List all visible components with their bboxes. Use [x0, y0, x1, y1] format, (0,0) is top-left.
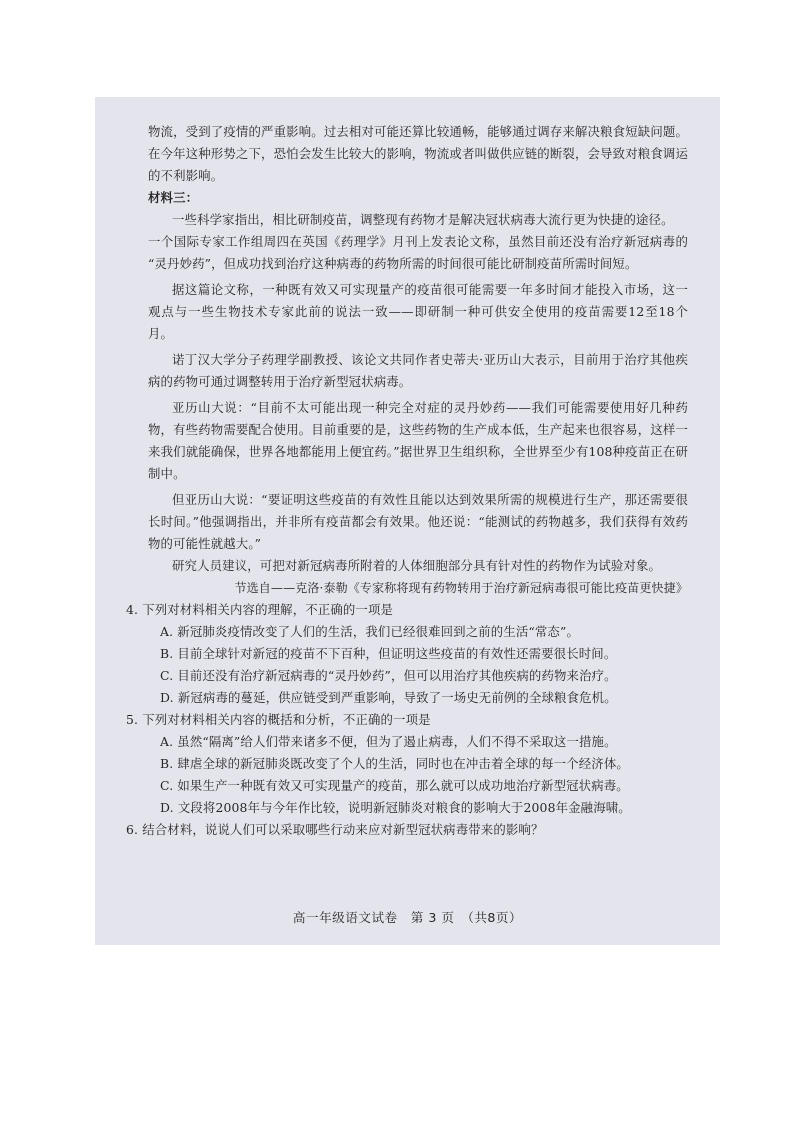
paragraph-3 — [148, 279, 688, 345]
text-line: 病的药物可通过调整转用于治疗新型冠状病毒。 — [148, 374, 412, 389]
question-stem: 4. 下列对材料相关内容的理解，不正确的一项是 — [126, 602, 394, 617]
paragraph-7 — [148, 555, 688, 577]
option-d: D. 文段将2008年与今年作比较，说明新冠肺炎对粮食的影响大于2008年金融海啸。 — [160, 800, 631, 815]
question-stem: 5. 下列对材料相关内容的概括和分析，不正确的一项是 — [126, 712, 431, 727]
paragraph-2 — [148, 209, 688, 275]
text-line: 制中。 — [148, 466, 186, 481]
text-line: 物的可能性就越大。” — [148, 536, 262, 551]
paragraph-4 — [148, 349, 688, 393]
paragraph-6 — [148, 489, 688, 555]
option-a: A. 新冠肺炎疫情改变了人们的生活，我们已经很难回到之前的生活“常态”。 — [160, 624, 580, 639]
option-a: A. 虽然“隔离”给人们带来诸多不便，但为了遏止病毒，人们不得不采取这一措施。 — [160, 734, 617, 749]
question-6 — [126, 819, 688, 841]
text-line: 诺丁汉大学分子药理学副教授、该论文共同作者史蒂夫·亚历山大表示，目前用于治疗其他疾 — [172, 352, 688, 367]
option-b: B. 肆虐全球的新冠肺炎既改变了个人的生活，同时也在冲击着全球的每一个经济体。 — [160, 756, 629, 771]
question-5 — [126, 709, 688, 819]
text-line: “灵丹妙药”，但成功找到治疗这种病毒的药物所需的时间很可能比研制疫苗所需时间短。 — [148, 256, 638, 271]
text-line: 据这篇论文称，一种既有效又可实现量产的疫苗很可能需要一年多时间才能投入市场，这一 — [172, 282, 688, 297]
text-line: 来我们就能确保，世界各地都能用上便宜药。”据世界卫生组织称，全世界至少有108种疫苗正在研 — [148, 444, 688, 459]
text-line: 亚历山大说：“目前不太可能出现一种完全对症的灵丹妙药——我们可能需要使用好几种药 — [172, 400, 688, 415]
source-citation: 节选自——克洛·泰勒《专家称将现有药物转用于治疗新冠病毒很可能比疫苗更快捷》 — [234, 581, 688, 595]
question-4 — [126, 599, 688, 709]
text-line: 一些科学家指出，相比研制疫苗，调整现有药物才是解决冠状病毒大流行更为快捷的途径。 — [172, 212, 674, 227]
text-line: 一个国际专家工作组周四在英国《药理学》月刊上发表论文称，虽然目前还没有治疗新冠病毒的 — [148, 234, 688, 249]
text-line: 但亚历山大说：“要证明这些疫苗的有效性且能以达到效果所需的规模进行生产，那还需要很 — [172, 492, 688, 507]
text-line: 在今年这种形势之下，恐怕会发生比较大的影响，物流或者叫做供应链的断裂，会导致对粮食调运 — [148, 146, 688, 161]
text-line: 月。 — [148, 326, 174, 341]
section-heading-material-3: 材料三： — [148, 190, 199, 205]
text-line: 物，有些药物需要配合使用。目前重要的是，这些药物的生产成本低，生产起来也很容易，这样一 — [148, 422, 688, 437]
option-c: C. 如果生产一种既有效又可实现量产的疫苗，那么就可以成功地治疗新型冠状病毒。 — [160, 778, 629, 793]
page-footer: 高一年级语文试卷 第 3 页 （共8页） — [292, 910, 523, 925]
option-c: C. 目前还没有治疗新冠病毒的“灵丹妙药”，但可以用治疗其他疾病的药物来治疗。 — [160, 668, 617, 683]
text-line: 观点与一些生物技术专家此前的说法一致——即研制一种可供安全使用的疫苗需要12至18个 — [148, 304, 688, 319]
option-b: B. 目前全球针对新冠的疫苗不下百种，但证明这些疫苗的有效性还需要很长时间。 — [160, 646, 617, 661]
text-line: 物流，受到了疫情的严重影响。过去相对可能还算比较通畅，能够通过调存来解决粮食短缺问题。 — [148, 124, 688, 139]
question-stem: 6. 结合材料，说说人们可以采取哪些行动来应对新型冠状病毒带来的影响？ — [126, 822, 544, 837]
exam-page — [95, 97, 720, 945]
paragraph-1 — [148, 121, 688, 187]
text-line: 长时间。”他强调指出，并非所有疫苗都会有效果。他还说：“能测试的药物越多，我们获得有效药 — [148, 514, 688, 529]
text-line: 的不利影响。 — [148, 168, 224, 183]
text-line: 研究人员建议，可把对新冠病毒所附着的人体细胞部分具有针对性的药物作为试验对象。 — [172, 558, 662, 573]
paragraph-5 — [148, 397, 688, 485]
option-d: D. 新冠病毒的蔓延，供应链受到严重影响，导致了一场史无前例的全球粮食危机。 — [160, 690, 617, 705]
